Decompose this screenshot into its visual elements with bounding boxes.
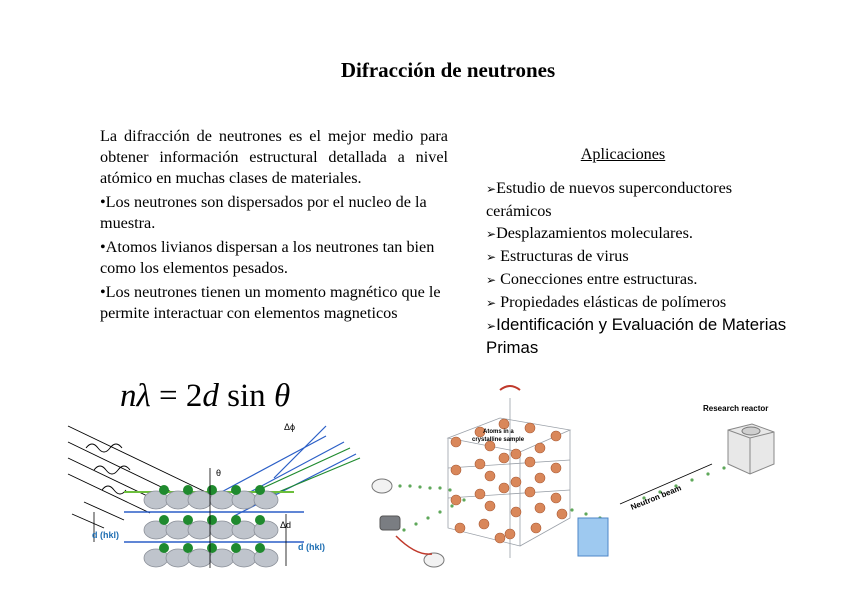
application-item: ➢Desplazamientos moleculares. bbox=[486, 224, 693, 242]
application-item: ➢ Estructuras de virus bbox=[486, 247, 629, 265]
d-hkl-left-label: d (hkl) bbox=[92, 530, 119, 540]
application-item: ➢Estudio de nuevos superconductores cerámicos bbox=[486, 179, 733, 220]
bullet-2: •Atomos livianos dispersan a los neutrones tan bien como los elementos pesados. bbox=[100, 238, 435, 277]
neutron-diffraction-setup-figure bbox=[360, 378, 800, 580]
intro-paragraph: La difracción de neutrones es el mejor medio para obtener información estructural detallada a nivel atómico en muchas clases de materiales. bbox=[100, 127, 448, 187]
arrow-bullet-icon: ➢ bbox=[486, 250, 497, 264]
delta-d-label: Δd bbox=[280, 520, 292, 530]
application-item: ➢ Conecciones entre estructuras. bbox=[486, 270, 698, 288]
monochromator-icon bbox=[578, 518, 608, 556]
bragg-diffraction-figure bbox=[64, 418, 364, 583]
rotation-arrow-icon bbox=[500, 386, 520, 390]
arrow-bullet-icon: ➢ bbox=[486, 273, 497, 287]
applications-column bbox=[486, 143, 796, 359]
page-title: Difracción de neutrones bbox=[340, 58, 556, 82]
arrow-bullet-icon: ➢ bbox=[486, 227, 497, 241]
atoms-label-line-2: crystalline sample bbox=[472, 437, 525, 443]
detector-icon bbox=[424, 553, 444, 567]
application-item: ➢Identificación y Evaluación de Materias Primas bbox=[486, 315, 787, 357]
detector-icon bbox=[380, 516, 400, 530]
applications-heading: Aplicaciones bbox=[580, 145, 666, 163]
theta-label: θ bbox=[216, 468, 222, 478]
bragg-law-formula: nλ = 2d sin θ bbox=[120, 378, 291, 414]
bullet-1: •Los neutrones son dispersados por el nucleo de la muestra. bbox=[100, 193, 427, 232]
d-hkl-right-label: d (hkl) bbox=[298, 542, 325, 552]
reactor-icon bbox=[728, 424, 774, 474]
research-reactor-label: Research reactor bbox=[703, 404, 769, 413]
arrow-bullet-icon: ➢ bbox=[486, 182, 497, 196]
bullet-3: •Los neutrones tienen un momento magnético que le permite interactuar con elementos magneticos bbox=[100, 283, 441, 322]
left-text-column bbox=[100, 126, 448, 327]
detector-icon bbox=[372, 479, 392, 493]
application-item: ➢ Propiedades elásticas de polímeros bbox=[486, 293, 727, 311]
neutron-beam-label: Neutron beam bbox=[629, 483, 683, 512]
arrow-bullet-icon: ➢ bbox=[486, 296, 497, 310]
atoms-label-line-1: Atoms in a bbox=[483, 429, 514, 435]
delta-phi-label: Δϕ bbox=[284, 422, 296, 432]
applications-list bbox=[486, 177, 796, 359]
arrow-bullet-icon: ➢ bbox=[486, 319, 497, 333]
